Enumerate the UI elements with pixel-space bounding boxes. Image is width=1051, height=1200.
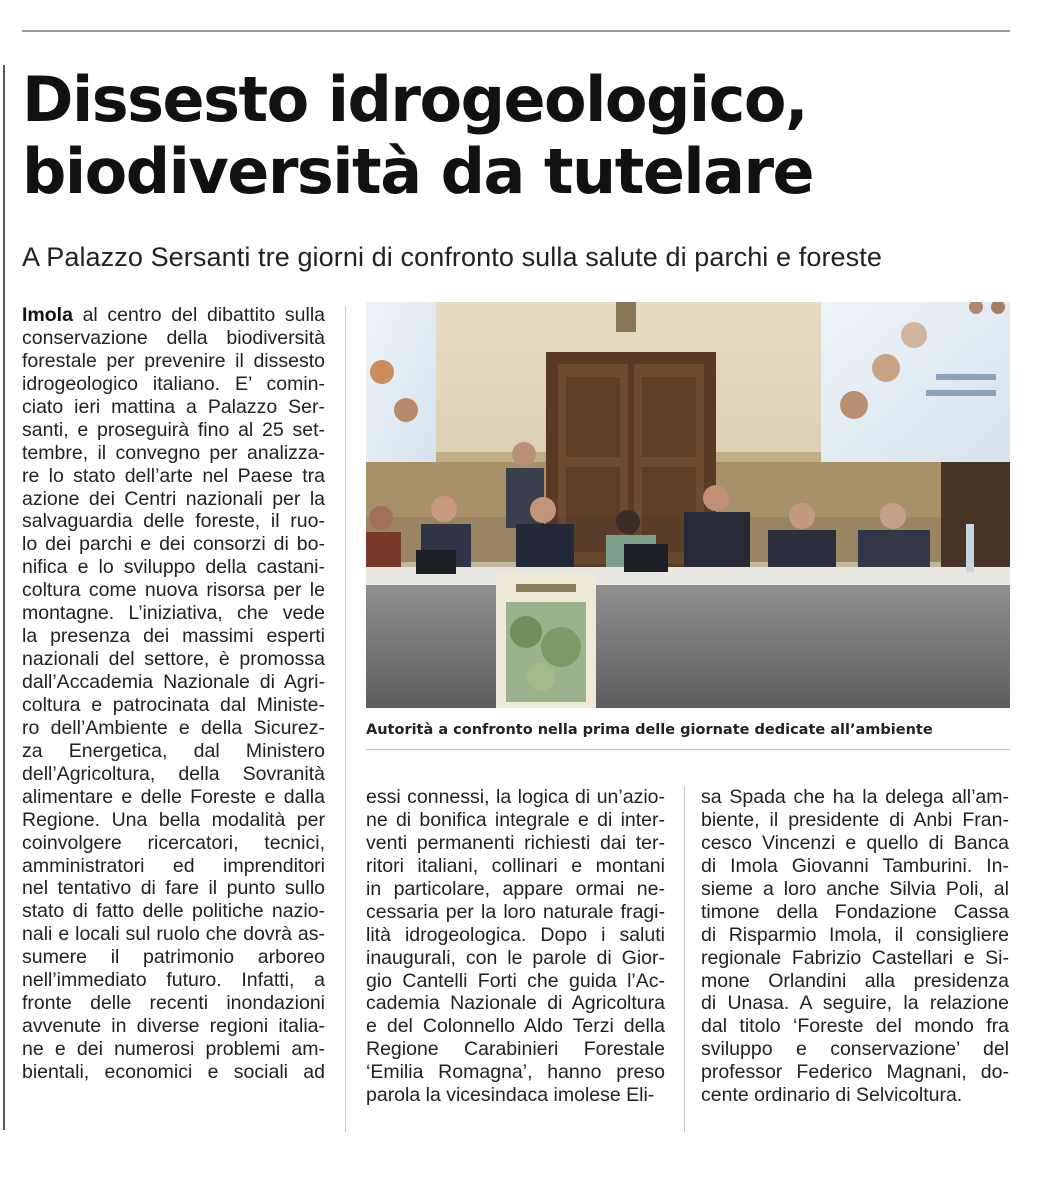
text-line: ne di bonifica integrale e di inter- <box>366 808 665 831</box>
body-column-3 <box>701 786 1009 1107</box>
text-line: ‘Emilia Romagna’, hanno preso <box>366 1061 665 1084</box>
body-column-1 <box>22 304 325 1084</box>
text-line: in particolare, appare ormai ne- <box>366 877 665 900</box>
text-line: tembre, il convegno per analizza- <box>22 441 325 464</box>
text-line: ritori italiani, collinari e montani <box>366 854 665 877</box>
headline-line-2: biodiversità da tutelare <box>22 135 814 208</box>
text-line: regionale Fabrizio Castellari e Si- <box>701 946 1009 969</box>
text-line: coltura e patrocinata dal Ministe- <box>22 693 325 716</box>
text-line: venti permanenti richiesti dai ter- <box>366 831 665 854</box>
text-line: parola la vicesindaca imolese Eli- <box>366 1084 655 1107</box>
text-line: Regione Carabinieri Forestale <box>366 1038 665 1061</box>
text-line: di Imola Giovanni Tamburini. In- <box>701 854 1009 877</box>
text-line: e del Colonnello Aldo Terzi della <box>366 1015 665 1038</box>
text-line: nali e locali sul ruolo che dovrà as- <box>22 923 325 946</box>
caption-rule <box>366 749 1010 750</box>
text-line: ne e dei numerosi problemi am- <box>22 1038 325 1060</box>
text-line: timone della Fondazione Cassa <box>701 900 1009 923</box>
text-line: nel tentativo di fare il punto sullo <box>22 877 325 900</box>
text-line: la presenza dei massimi esperti <box>22 625 325 648</box>
text-line: gio Cantelli Forti che guida l’Ac- <box>366 969 665 992</box>
text-line: re lo stato dell’arte nel Paese tra <box>22 464 325 487</box>
column-divider-2 <box>684 786 685 1132</box>
top-rule <box>22 30 1010 32</box>
text-line: Regione. Una bella modalità per <box>22 808 325 831</box>
article-subtitle: A Palazzo Sersanti tre giorni di confronto sulla salute di parchi e foreste <box>22 242 882 272</box>
text-line: cessaria per la loro naturale fragi- <box>366 900 665 923</box>
text-line: coinvolgere ricercatori, tecnici, <box>22 831 325 854</box>
text-line: sieme a loro anche Silvia Poli, al <box>701 877 1009 900</box>
headline-line-1: Dissesto idrogeologico, <box>22 63 808 136</box>
text-line: dal titolo ‘Foreste del mondo fra <box>701 1015 1009 1038</box>
text-line: santi, e proseguirà fino al 25 set- <box>22 418 325 441</box>
text-line: nell’immediato futuro. Infatti, a <box>22 969 325 992</box>
lead-word: Imola <box>22 304 73 326</box>
event-photo <box>366 302 1010 708</box>
text-line: ro dell’Ambiente e della Sicurez- <box>22 716 325 739</box>
article-headline <box>22 64 1032 208</box>
text-line: avvenute in diverse regioni italia- <box>22 1015 325 1038</box>
photo-caption: Autorità a confronto nella prima delle giornate dedicate all’ambiente <box>366 722 933 738</box>
text-line: di Risparmio Imola, il consigliere <box>701 923 1009 946</box>
text-line: dall’Accademia Nazionale di Agri- <box>22 671 325 693</box>
text-line: sa Spada che ha la delega all’am- <box>701 786 1009 808</box>
text-line: inaugurali, con le parole di Gior- <box>366 946 665 969</box>
text-line: azione dei Centri nazionali per la <box>22 487 325 510</box>
text-line: salvaguardia delle foreste, il ruo- <box>22 510 325 533</box>
text-line: nazionali del settore, è promossa <box>22 648 325 671</box>
text-line: nifica e lo sviluppo della castani- <box>22 556 325 579</box>
text-line: essi connessi, la logica di un’azio- <box>366 786 665 808</box>
text-line: lità idrogeologica. Dopo i saluti <box>366 923 665 946</box>
text-line: conservazione della biodiversità <box>22 326 325 349</box>
text-line: amministratori ed imprenditori <box>22 854 325 877</box>
text-line: sviluppo e conservazione’ del <box>701 1038 1009 1061</box>
text-line: montagne. L’iniziativa, che vede <box>22 602 325 625</box>
text-line: cente ordinario di Selvicoltura. <box>701 1084 963 1107</box>
text-line: dell’Agricoltura, della Sovranità <box>22 762 325 785</box>
text-line: za Energetica, dal Ministero <box>22 739 325 762</box>
text-line: sumere il patrimonio arboreo <box>22 946 325 969</box>
text-line: bientali, economici e sociali ad <box>22 1060 325 1083</box>
text-line: ciato ieri mattina a Palazzo Ser- <box>22 395 325 418</box>
page-edge-bar <box>3 65 5 1130</box>
text-line: Imola al centro del dibattito sulla <box>22 304 325 326</box>
column-divider-1 <box>345 306 346 1132</box>
text-line: idrogeologico italiano. E’ comin- <box>22 372 325 395</box>
text-line: biente, il presidente di Anbi Fran- <box>701 808 1009 831</box>
text-line: fronte delle recenti inondazioni <box>22 992 325 1015</box>
text-line: cademia Nazionale di Agricoltura <box>366 992 665 1015</box>
text-line: stato di fatto delle politiche nazio- <box>22 900 325 923</box>
text-line: di Unasa. A seguire, la relazione <box>701 992 1009 1015</box>
text-line: forestale per prevenire il dissesto <box>22 349 325 372</box>
text-line: coltura come nuova risorsa per le <box>22 579 325 602</box>
body-column-2 <box>366 786 665 1107</box>
text-line: lo dei parchi e dei consorzi di bo- <box>22 533 325 556</box>
text-line: mone Orlandini alla presidenza <box>701 969 1009 992</box>
text-line: alimentare e delle Foreste e dalla <box>22 785 325 808</box>
text-line: professor Federico Magnani, do- <box>701 1061 1009 1084</box>
text-line: cesco Vincenzi e quello di Banca <box>701 831 1009 854</box>
